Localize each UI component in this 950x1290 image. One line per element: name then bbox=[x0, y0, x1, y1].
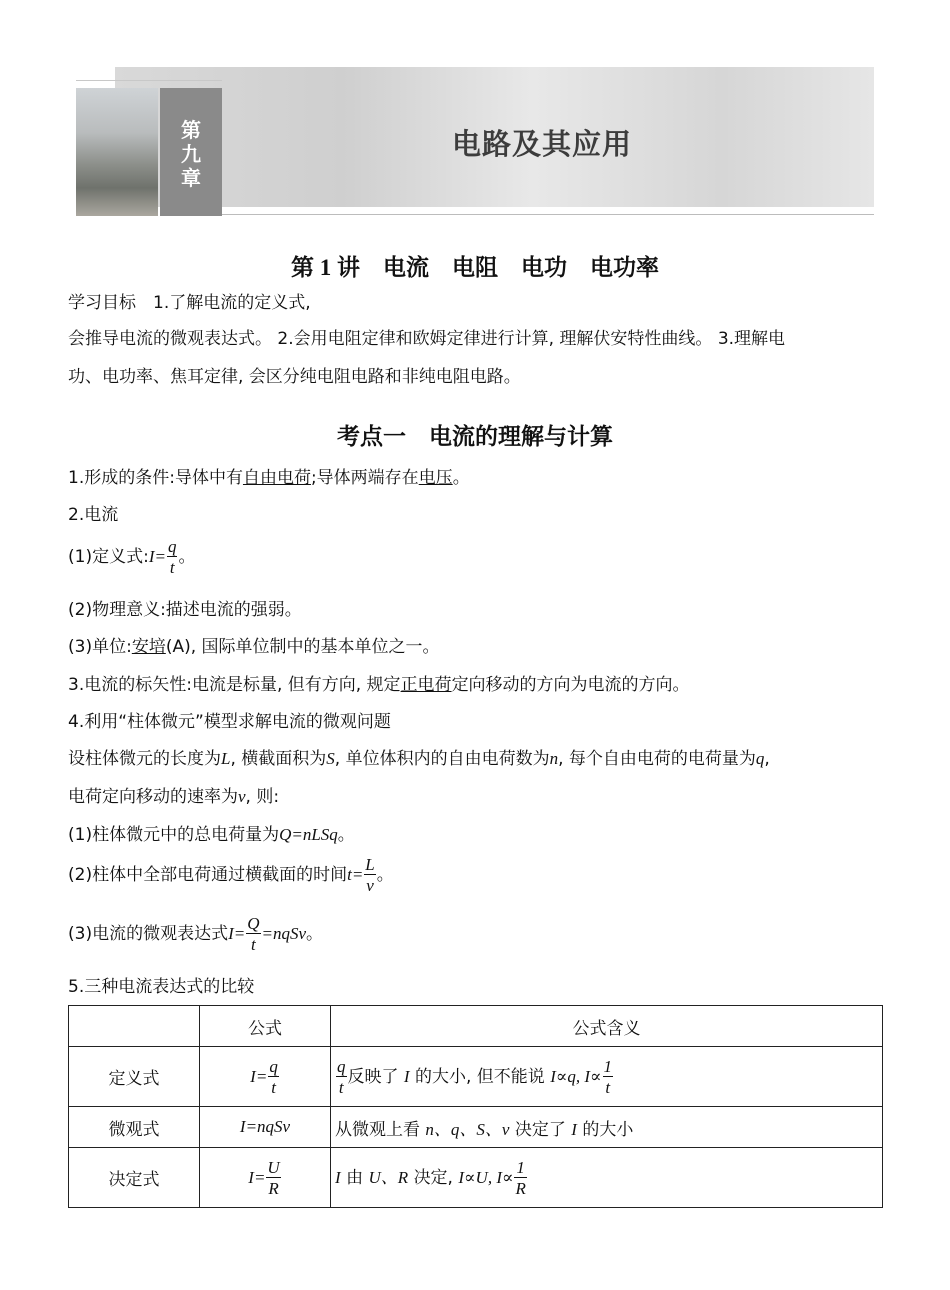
var: I bbox=[335, 1167, 341, 1187]
numerator: q bbox=[167, 537, 177, 556]
chapter-char: 第 bbox=[181, 118, 201, 142]
formula: I∝U, I∝ bbox=[458, 1167, 514, 1187]
text: 决定, bbox=[413, 1167, 453, 1188]
formula-lhs: I= bbox=[248, 1167, 266, 1187]
text: (2)柱体中全部电荷通过横截面的时间 bbox=[68, 865, 348, 885]
var: U、R bbox=[368, 1167, 409, 1187]
formula-cell bbox=[200, 1047, 331, 1107]
fraction bbox=[268, 1058, 279, 1096]
text: , 单位体积内的自由电荷数为 bbox=[334, 749, 550, 769]
banner-title: 电路及其应用 bbox=[452, 127, 633, 161]
fraction bbox=[266, 1159, 280, 1197]
text: 决定了 bbox=[514, 1119, 566, 1140]
item-4-title: 4.利用“柱体微元”模型求解电流的微观问题 bbox=[68, 712, 391, 732]
text: 。 bbox=[452, 468, 470, 488]
table-row bbox=[69, 1148, 883, 1208]
fraction bbox=[603, 1058, 614, 1096]
banner-divider bbox=[222, 214, 874, 215]
text: 3.电流的标矢性:电流是标量, 但有方向, 规定 bbox=[68, 675, 401, 695]
section-title: 考点一 电流的理解与计算 bbox=[337, 424, 613, 450]
text: 的大小 bbox=[582, 1119, 634, 1140]
var: I bbox=[571, 1119, 577, 1139]
text: , bbox=[764, 749, 770, 769]
text: 的大小, 但不能说 bbox=[414, 1066, 545, 1087]
item-2-3 bbox=[68, 632, 440, 657]
denominator: t bbox=[169, 558, 175, 577]
formula: I∝q, I∝ bbox=[550, 1066, 602, 1086]
fraction bbox=[514, 1159, 526, 1197]
underlined-term: 自由电荷 bbox=[242, 468, 311, 488]
lecture-title: 第 1 讲 电流 电阻 电功 电功率 bbox=[291, 255, 659, 280]
item-4-1 bbox=[68, 820, 355, 845]
underlined-term: 安培 bbox=[131, 637, 166, 657]
header-cell: 公式含义 bbox=[331, 1006, 883, 1047]
underlined-term: 正电荷 bbox=[400, 675, 452, 695]
row-name: 定义式 bbox=[69, 1047, 200, 1107]
item-1 bbox=[68, 463, 470, 488]
var: n、q、S、v bbox=[425, 1119, 510, 1139]
fraction bbox=[246, 915, 260, 953]
comparison-table bbox=[68, 1005, 883, 1208]
objectives-line-3: 功、电功率、焦耳定律, 会区分纯电阻电路和非纯电阻电路。 bbox=[68, 367, 521, 387]
denominator: t bbox=[251, 935, 256, 954]
objectives-line-2: 会推导电流的微观表达式。 2.会用电阻定律和欧姆定律进行计算, 理解伏安特性曲线。 3.理解电 bbox=[68, 329, 786, 349]
item-4-desc-2 bbox=[68, 782, 279, 807]
item-3 bbox=[68, 670, 690, 695]
item-4-desc-1 bbox=[68, 744, 770, 769]
text: 。 bbox=[178, 547, 196, 567]
formula-lhs: t= bbox=[347, 865, 364, 884]
text: 。 bbox=[306, 924, 324, 944]
item-4-3 bbox=[68, 915, 323, 953]
fraction bbox=[336, 1058, 347, 1096]
header-cell: 公式 bbox=[200, 1006, 331, 1047]
text: , 每个自由电荷的电荷量为 bbox=[558, 749, 756, 769]
item-2-1 bbox=[68, 538, 195, 576]
formula-lhs: I= bbox=[250, 1066, 268, 1086]
objectives-line-1: 学习目标 1.了解电流的定义式, bbox=[68, 293, 311, 313]
table-row bbox=[69, 1047, 883, 1107]
var: q bbox=[755, 749, 765, 768]
numerator: U bbox=[267, 1157, 280, 1177]
fraction bbox=[167, 538, 178, 576]
row-name: 微观式 bbox=[69, 1107, 200, 1148]
text: 。 bbox=[376, 865, 394, 885]
text: 反映了 bbox=[347, 1066, 399, 1087]
formula-lhs: I= bbox=[148, 547, 166, 566]
text: 由 bbox=[346, 1167, 364, 1188]
landscape-thumbnail bbox=[76, 88, 158, 216]
denominator: t bbox=[338, 1077, 344, 1097]
meaning-cell bbox=[331, 1107, 883, 1148]
var: n bbox=[549, 749, 559, 768]
row-name: 决定式 bbox=[69, 1148, 200, 1208]
denominator: R bbox=[268, 1178, 279, 1198]
denominator: t bbox=[605, 1077, 611, 1097]
formula-rhs: =nqSv bbox=[261, 924, 307, 943]
meaning-cell bbox=[331, 1047, 883, 1107]
text: (A), 国际单位制中的基本单位之一。 bbox=[165, 637, 440, 657]
numerator: q bbox=[337, 1056, 346, 1076]
var: S bbox=[326, 749, 335, 768]
text: 从微观上看 bbox=[335, 1119, 420, 1140]
text: 电荷定向移动的速率为 bbox=[68, 787, 238, 807]
text: (1)柱体微元中的总电荷量为 bbox=[68, 825, 280, 845]
formula-lhs: I= bbox=[228, 924, 246, 943]
denominator: v bbox=[366, 876, 374, 895]
item-2-title: 2.电流 bbox=[68, 505, 119, 525]
chapter-char: 九 bbox=[181, 142, 201, 166]
table-row bbox=[69, 1107, 883, 1148]
item-4-2 bbox=[68, 856, 394, 894]
text: ;导体两端存在 bbox=[310, 468, 419, 488]
numerator: 1 bbox=[516, 1157, 525, 1177]
numerator: L bbox=[365, 855, 375, 874]
text: 设柱体微元的长度为 bbox=[68, 749, 221, 769]
text: 1.形成的条件:导体中有 bbox=[68, 468, 243, 488]
var: I bbox=[403, 1066, 410, 1086]
var: L bbox=[221, 749, 231, 768]
text: 。 bbox=[337, 825, 355, 845]
formula-cell bbox=[200, 1148, 331, 1208]
text: , 横截面积为 bbox=[230, 749, 327, 769]
fraction bbox=[364, 856, 375, 894]
text: (3)单位: bbox=[68, 637, 132, 657]
var: v bbox=[238, 787, 246, 806]
denominator: R bbox=[515, 1178, 526, 1198]
table-header-row bbox=[69, 1006, 883, 1047]
denominator: t bbox=[271, 1077, 276, 1097]
item-2-2: (2)物理意义:描述电流的强弱。 bbox=[68, 600, 302, 620]
chapter-char: 章 bbox=[181, 166, 201, 190]
underlined-term: 电压 bbox=[418, 468, 453, 488]
text: (1)定义式: bbox=[68, 547, 149, 567]
text: 定向移动的方向为电流的方向。 bbox=[451, 675, 690, 695]
numerator: q bbox=[269, 1056, 278, 1076]
text: (3)电流的微观表达式 bbox=[68, 924, 229, 944]
meaning-cell bbox=[331, 1148, 883, 1208]
formula: Q=nLSq bbox=[279, 825, 338, 844]
formula-cell: I=nqSv bbox=[200, 1107, 331, 1148]
numerator: Q bbox=[247, 914, 260, 933]
banner-frame-line bbox=[76, 80, 222, 81]
text: , 则: bbox=[245, 787, 280, 807]
item-5-title: 5.三种电流表达式的比较 bbox=[68, 977, 255, 997]
chapter-tab bbox=[160, 88, 222, 216]
numerator: 1 bbox=[603, 1056, 613, 1076]
header-cell bbox=[69, 1006, 200, 1047]
